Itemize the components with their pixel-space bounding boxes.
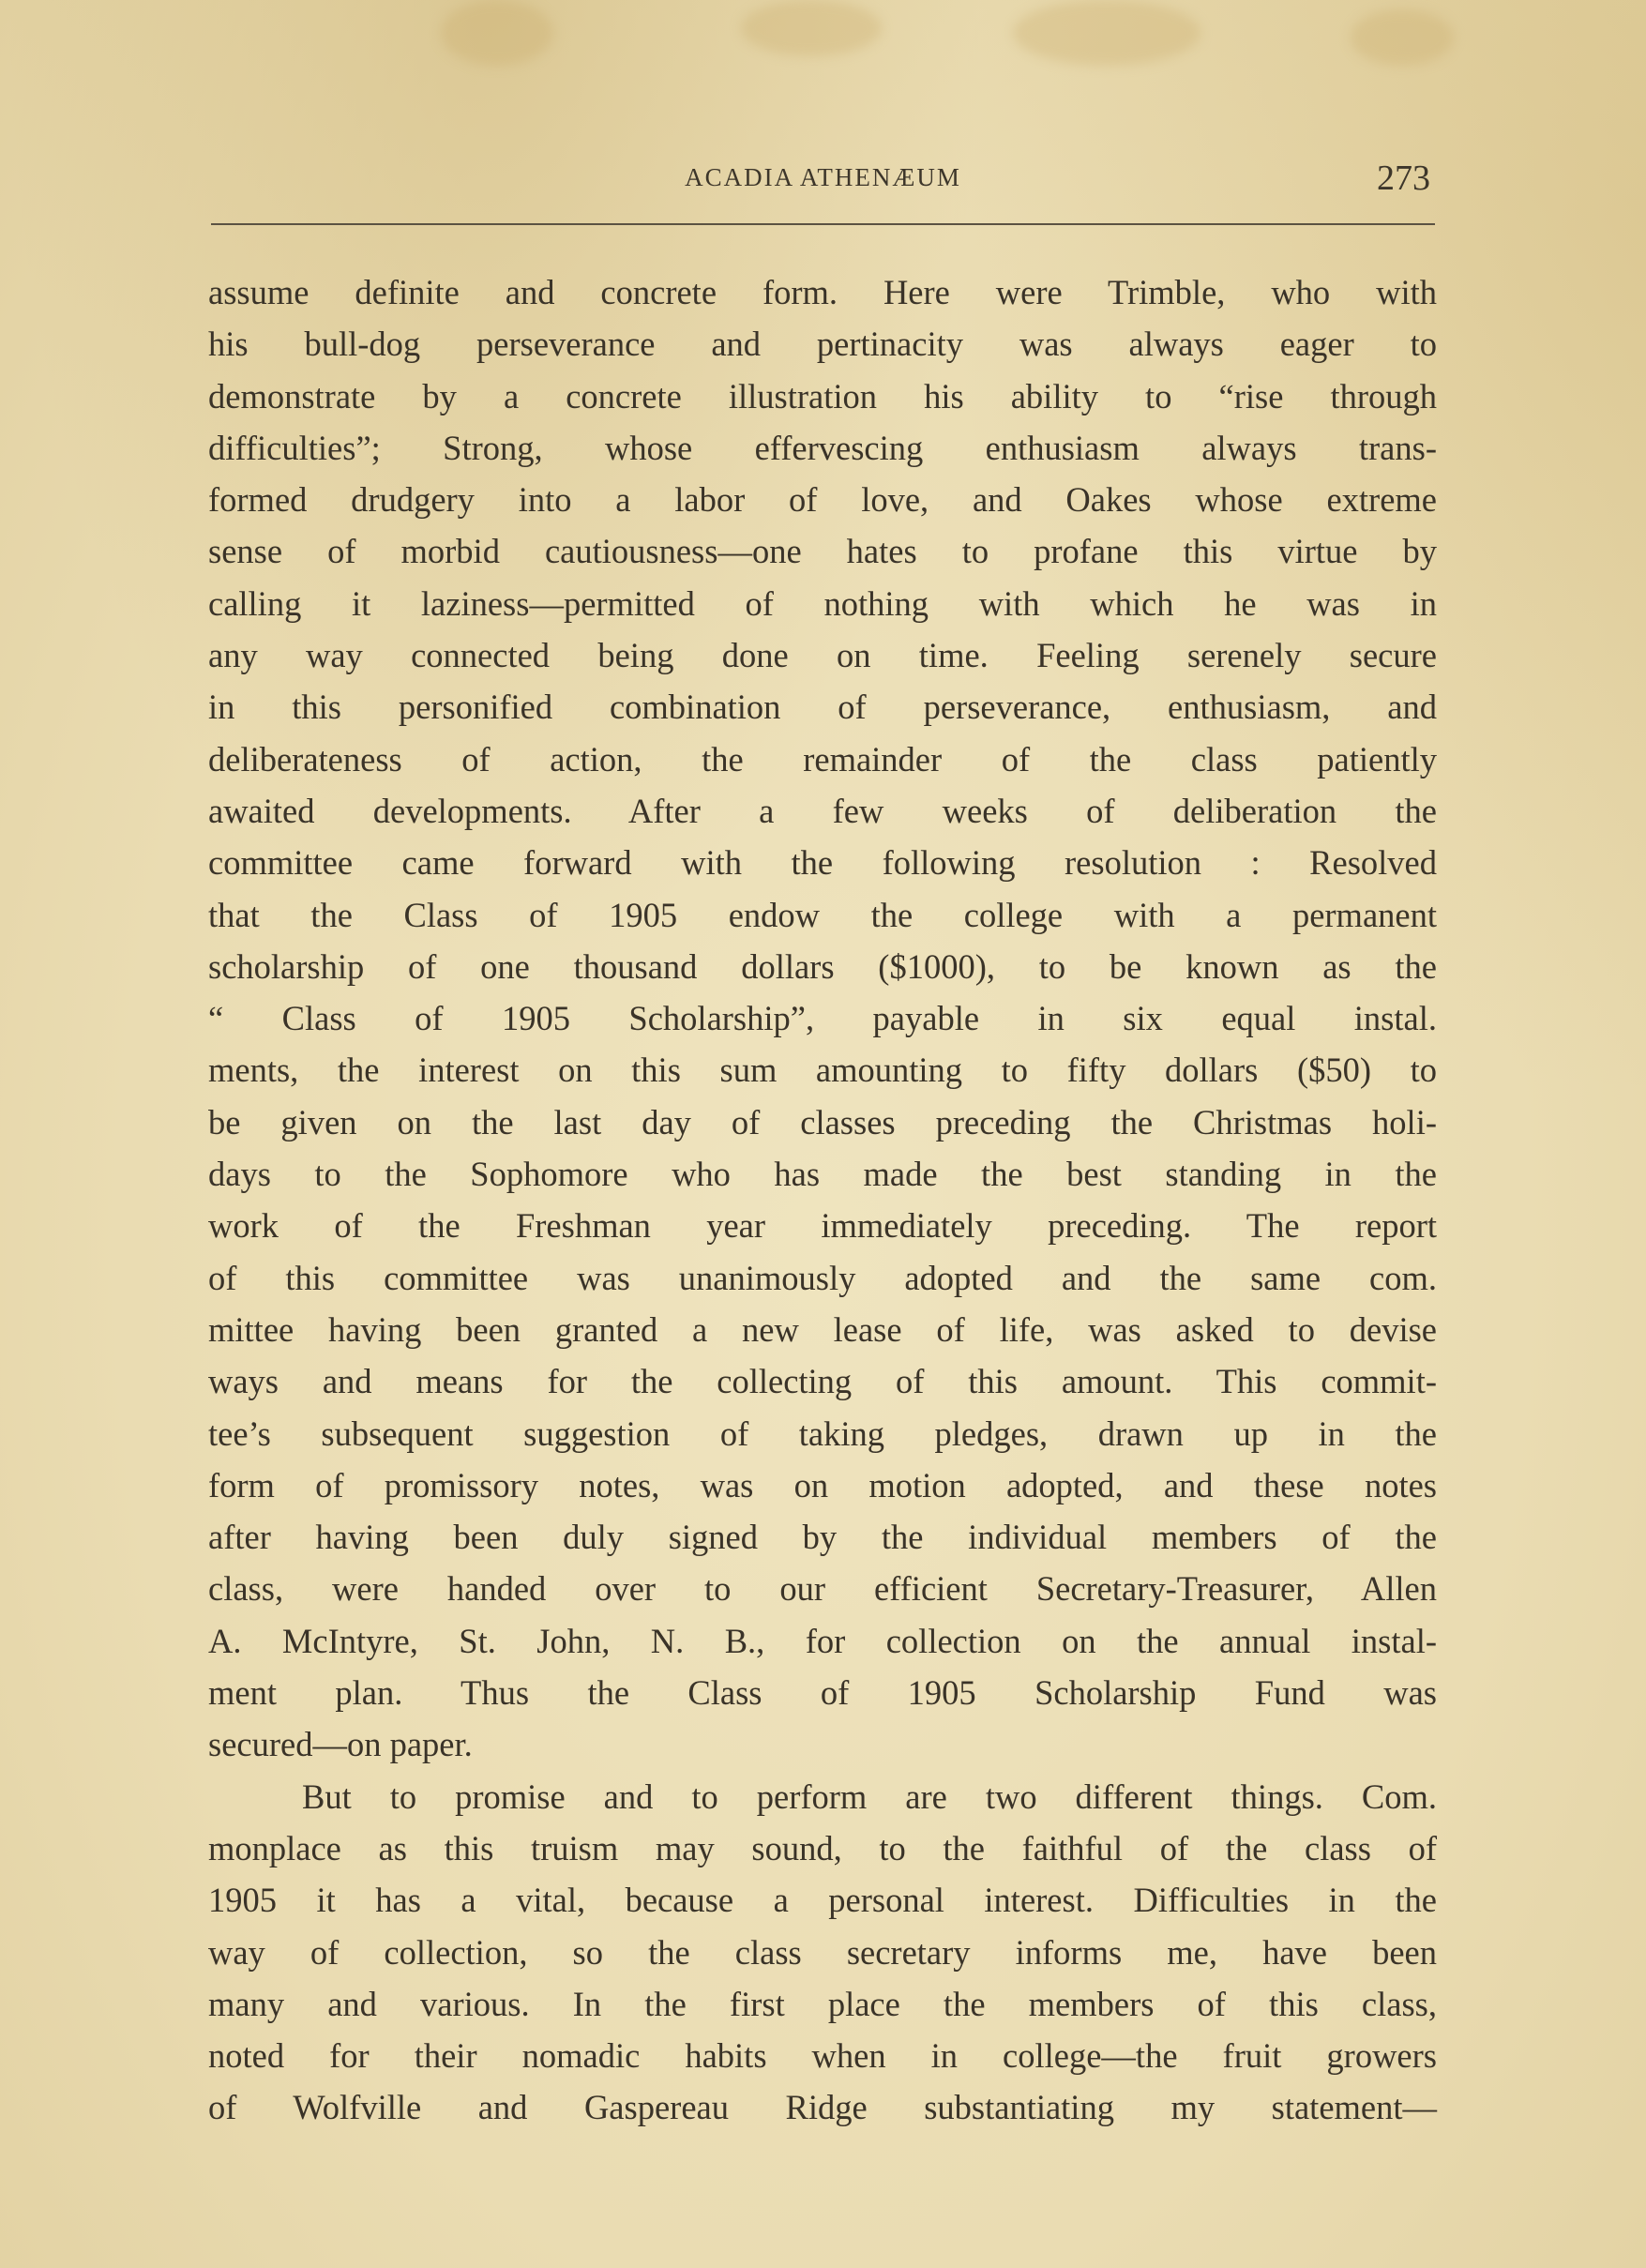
text-line: ways and means for the collecting of this amount. This commit- [208, 1362, 1437, 1401]
text-line: that the Class of 1905 endow the college with a permanent [208, 895, 1437, 934]
text-line: awaited developments. After a few weeks of deliberation the [208, 791, 1437, 830]
text-line: noted for their nomadic habits when in college—the fruit growers [208, 2036, 1437, 2076]
text-line: form of promissory notes, was on motion adopted, and these notes [208, 1465, 1437, 1504]
running-head: ACADIA ATHENÆUM [685, 163, 961, 191]
text-line: ment plan. Thus the Class of 1905 Scholarship Fund was [208, 1673, 1437, 1713]
header-rule [211, 223, 1435, 225]
text-line: demonstrate by a concrete illustration his ability to “rise through [208, 376, 1437, 416]
text-line: mittee having been granted a new lease of life, was asked to devise [208, 1309, 1437, 1349]
text-line: any way connected being done on time. Feeling serenely secure [208, 636, 1437, 675]
text-line: days to the Sophomore who has made the best standing in the [208, 1155, 1437, 1194]
text-line: of Wolfville and Gaspereau Ridge substantiating my statement— [208, 2088, 1437, 2127]
text-line: A. McIntyre, St. John, N. B., for collection on the annual instal- [208, 1621, 1437, 1660]
text-line: class, were handed over to our efficient Secretary-Treasurer, Allen [208, 1569, 1437, 1609]
body-text [208, 266, 1437, 2134]
text-line: his bull-dog perseverance and pertinacity was always eager to [208, 325, 1437, 364]
paper-stain [441, 0, 553, 66]
text-line: 1905 it has a vital, because a personal interest. Difficulties in the [208, 1881, 1437, 1920]
text-line: deliberateness of action, the remainder of the class patiently [208, 739, 1437, 779]
text-line: scholarship of one thousand dollars ($1000), to be known as the [208, 946, 1437, 986]
text-line: way of collection, so the class secretary informs me, have been [208, 1932, 1437, 1972]
text-line: secured—on paper. [208, 1725, 473, 1764]
text-line: of this committee was unanimously adopted and the same com. [208, 1258, 1437, 1297]
text-line: in this personified combination of perseverance, enthusiasm, and [208, 688, 1437, 727]
text-line: calling it laziness—permitted of nothing with which he was in [208, 583, 1437, 623]
paper-stain [741, 0, 882, 56]
text-line: But to promise and to perform are two different things. Com. [302, 1777, 1437, 1816]
text-line: committee came forward with the following resolution : Resolved [208, 843, 1437, 883]
text-line: difficulties”; Strong, whose effervescing enthusiasm always trans- [208, 428, 1437, 467]
paper-stain [1013, 0, 1201, 66]
page-number: 273 [1377, 159, 1430, 198]
text-line: sense of morbid cautiousness—one hates to profane this virtue by [208, 532, 1437, 571]
text-line: formed drudgery into a labor of love, and Oakes whose extreme [208, 480, 1437, 520]
text-line: assume definite and concrete form. Here were Trimble, who with [208, 273, 1437, 311]
text-line: “ Class of 1905 Scholarship”, payable in six equal instal. [208, 999, 1437, 1038]
text-line: be given on the last day of classes preceding the Christmas holi- [208, 1102, 1437, 1142]
page-header [211, 158, 1435, 223]
text-line: monplace as this truism may sound, to the faithful of the class of [208, 1828, 1437, 1867]
text-line: tee’s subsequent suggestion of taking pledges, drawn up in the [208, 1414, 1437, 1453]
text-line: work of the Freshman year immediately preceding. The report [208, 1206, 1437, 1246]
paper-stain [1351, 9, 1454, 66]
text-line: ments, the interest on this sum amounting to fifty dollars ($50) to [208, 1051, 1437, 1090]
text-line: after having been duly signed by the individual members of the [208, 1518, 1437, 1557]
text-line: many and various. In the first place the members of this class, [208, 1984, 1437, 2023]
